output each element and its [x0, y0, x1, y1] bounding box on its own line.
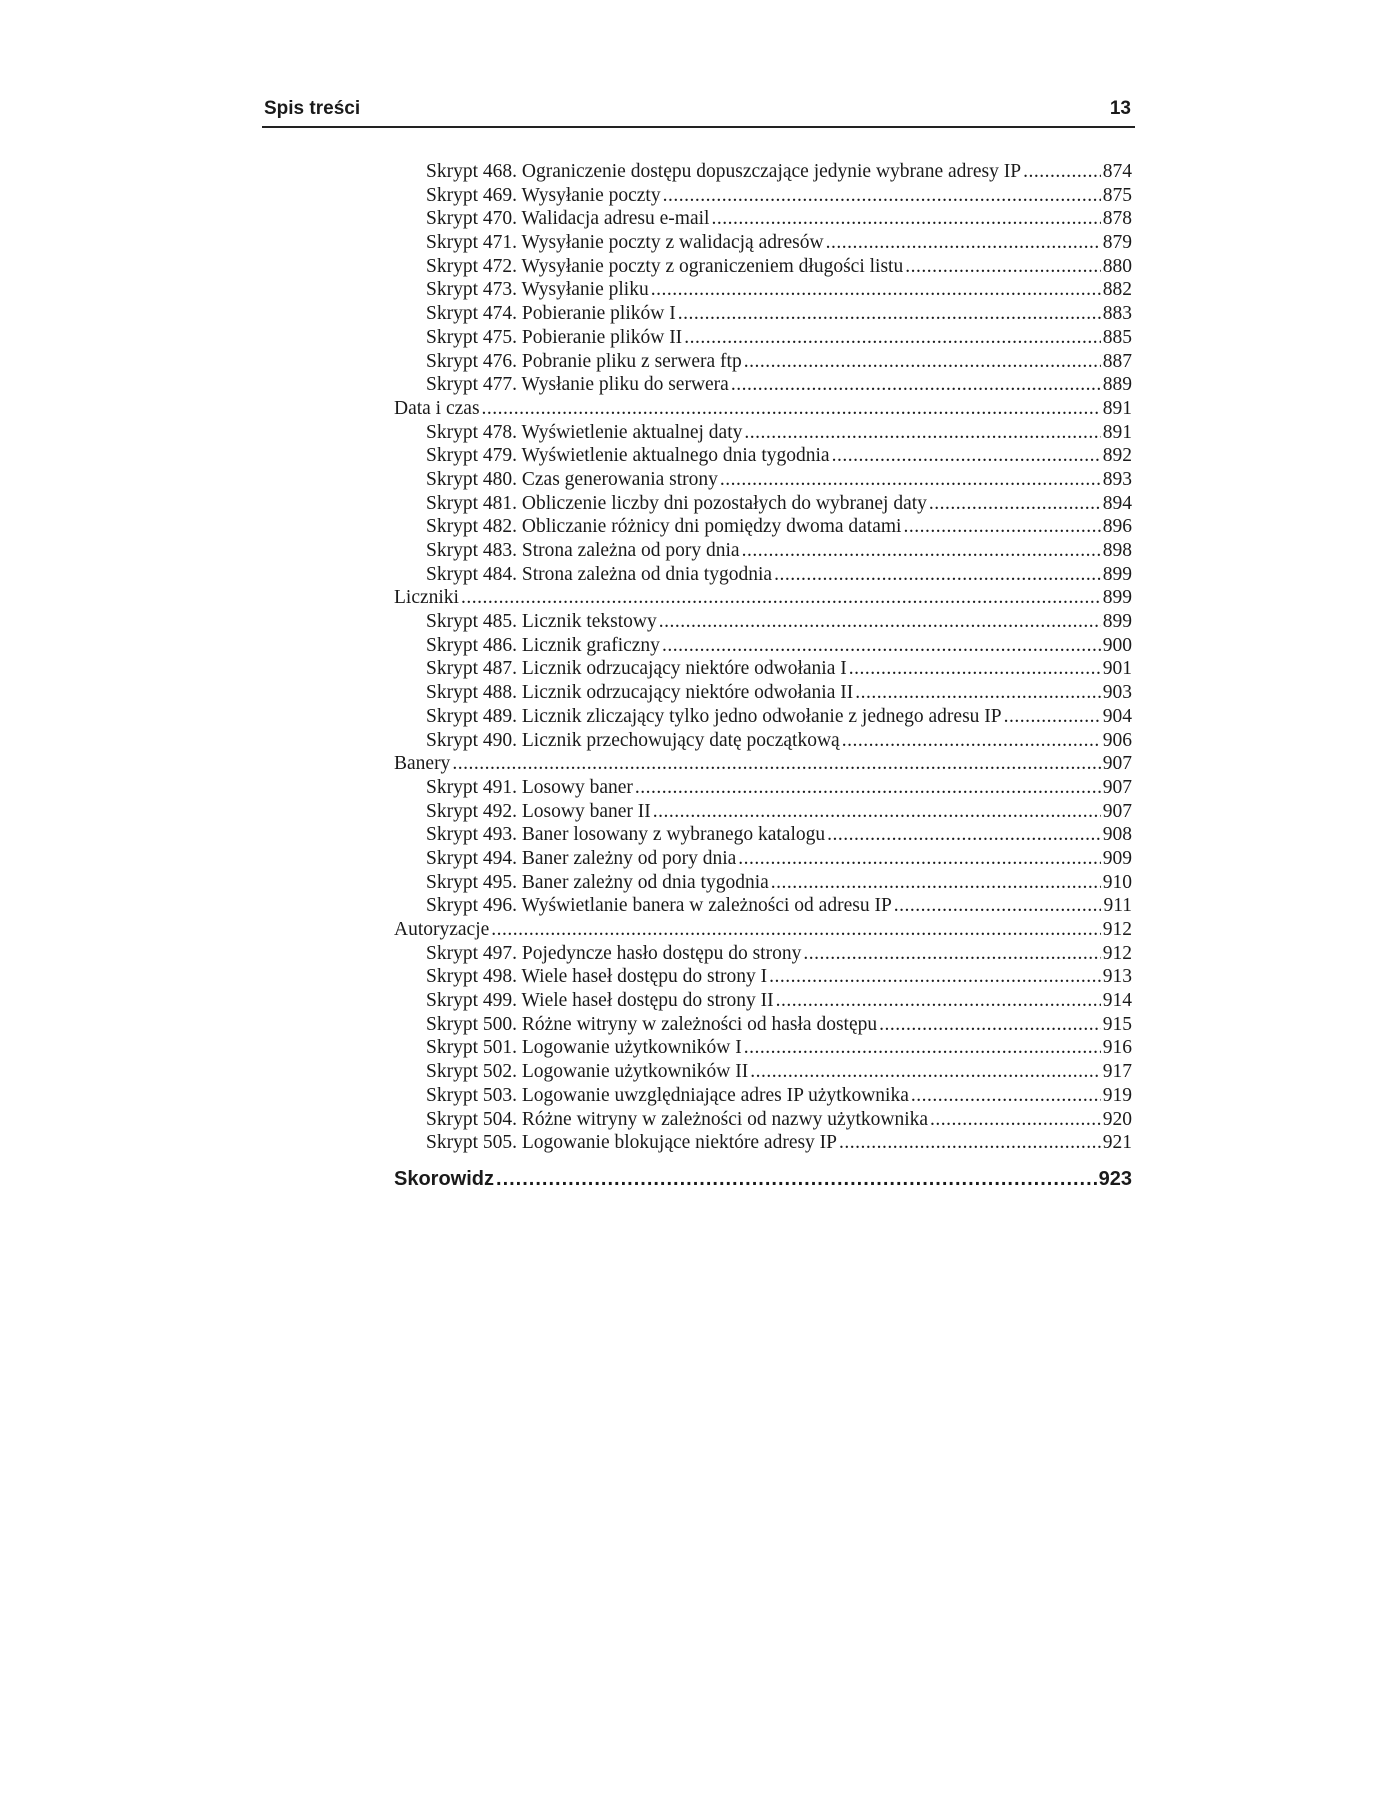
toc-entry-label: Skrypt 469. Wysyłanie poczty [426, 184, 661, 206]
dot-leader [769, 965, 1101, 989]
toc-entry-row [394, 1084, 1132, 1108]
toc-entry-label: Skrypt 486. Licznik graficzny [426, 634, 660, 656]
toc-entry-page: 896 [1102, 516, 1132, 538]
section-title: Spis treści [264, 98, 361, 119]
toc-section-row [394, 586, 1132, 610]
toc-entry-page: 899 [1102, 563, 1132, 585]
toc-entry-page: 917 [1102, 1061, 1132, 1083]
toc-entry-row [394, 278, 1132, 302]
toc-entry-label: Autoryzacje [394, 919, 490, 940]
dot-leader [461, 586, 1101, 610]
toc-entry-page: 885 [1102, 326, 1132, 348]
toc-entry-row [394, 350, 1132, 374]
toc-entry-page: 875 [1102, 184, 1132, 206]
index-entry-label: Skorowidz [394, 1168, 495, 1190]
dot-leader [744, 350, 1101, 374]
dot-leader [659, 610, 1101, 634]
toc-entry-page: 898 [1102, 540, 1132, 561]
toc-entry-label: Skrypt 485. Licznik tekstowy [426, 611, 657, 633]
dot-leader [827, 823, 1101, 847]
toc-entry-row [394, 894, 1132, 918]
toc-entry-row [394, 823, 1132, 847]
dot-leader [653, 800, 1101, 824]
toc-entry-label: Skrypt 497. Pojedyncze hasło dostępu do strony [426, 942, 802, 964]
toc-entry-row [394, 776, 1132, 800]
toc-entry-page: 903 [1102, 682, 1132, 704]
dot-leader [894, 894, 1102, 918]
toc-entry-row [394, 634, 1132, 658]
toc-entry-label: Skrypt 492. Losowy baner II [426, 800, 651, 822]
dot-leader [855, 681, 1101, 705]
dot-leader [842, 729, 1101, 753]
toc-entry-row [394, 681, 1132, 705]
dot-leader [750, 1060, 1101, 1084]
table-of-contents [394, 160, 1132, 1155]
toc-entry-page: 901 [1102, 658, 1132, 680]
toc-entry-row [394, 1060, 1132, 1084]
toc-entry-label: Skrypt 504. Różne witryny w zależności od nazwy użytkownika [426, 1108, 929, 1130]
toc-entry-page: 920 [1102, 1108, 1132, 1130]
toc-entry-label: Skrypt 489. Licznik zliczający tylko jedno odwołanie z jednego adresu IP [426, 705, 1002, 727]
page-header [262, 96, 1135, 128]
toc-entry-row [394, 421, 1132, 445]
toc-entry-row [394, 989, 1132, 1013]
toc-entry-page: 915 [1102, 1013, 1132, 1035]
toc-entry-page: 907 [1102, 753, 1132, 775]
toc-entry-row [394, 373, 1132, 397]
dot-leader [491, 918, 1100, 942]
toc-entry-page: 919 [1102, 1084, 1132, 1106]
toc-entry-page: 906 [1102, 729, 1132, 751]
toc-entry-label: Skrypt 484. Strona zależna od dnia tygodnia [426, 563, 773, 585]
toc-entry-label: Data i czas [394, 397, 480, 419]
toc-entry-page: 916 [1102, 1037, 1132, 1059]
toc-entry-label: Skrypt 476. Pobranie pliku z serwera ftp [426, 350, 742, 372]
toc-entry-row [394, 302, 1132, 326]
toc-entry-label: Skrypt 472. Wysyłanie poczty z ograniczeniem długości listu [426, 255, 904, 277]
toc-entry-row [394, 729, 1132, 753]
dot-leader [744, 421, 1100, 445]
toc-entry-label: Skrypt 498. Wiele haseł dostępu do strony I [426, 966, 768, 988]
dot-leader [839, 1131, 1101, 1155]
dot-leader [803, 942, 1100, 966]
toc-entry-page: 908 [1102, 824, 1132, 846]
toc-entry-page: 880 [1102, 255, 1132, 277]
toc-entry-page: 899 [1102, 587, 1132, 609]
toc-entry-row [394, 515, 1132, 539]
toc-entry-page: 914 [1102, 990, 1132, 1012]
toc-entry-row [394, 1108, 1132, 1132]
toc-entry-page: 887 [1102, 350, 1132, 372]
toc-entry-row [394, 1013, 1132, 1037]
toc-entry-row [394, 610, 1132, 634]
dot-leader [678, 302, 1101, 326]
dot-leader [826, 231, 1101, 255]
toc-entry-page: 904 [1102, 705, 1132, 727]
toc-entry-page: 874 [1102, 161, 1132, 182]
toc-entry-page: 893 [1102, 468, 1132, 490]
toc-entry-label: Skrypt 496. Wyświetlanie banera w zależności od adresu IP [426, 895, 892, 917]
toc-entry-label: Skrypt 471. Wysyłanie poczty z walidacją adresów [426, 232, 824, 254]
dot-leader [930, 1108, 1101, 1132]
toc-entry-label: Skrypt 490. Licznik przechowujący datę początkową [426, 729, 840, 751]
dot-leader [452, 752, 1100, 776]
toc-entry-row [394, 657, 1132, 681]
dot-leader [663, 184, 1101, 208]
toc-entry-label: Skrypt 479. Wyświetlenie aktualnego dnia tygodnia [426, 445, 830, 467]
toc-entry-page: 891 [1102, 397, 1132, 419]
toc-entry-label: Skrypt 491. Losowy baner [426, 776, 633, 798]
toc-entry-label: Skrypt 483. Strona zależna od pory dnia [426, 540, 740, 561]
dot-leader [720, 468, 1101, 492]
toc-entry-row [394, 492, 1132, 516]
toc-entry-label: Skrypt 477. Wysłanie pliku do serwera [426, 374, 729, 396]
toc-entry-label: Skrypt 502. Logowanie użytkowników II [426, 1061, 749, 1083]
toc-entry-label: Skrypt 481. Obliczenie liczby dni pozostałych do wybranej daty [426, 492, 927, 514]
dot-leader [771, 871, 1101, 895]
toc-entry-page: 894 [1102, 492, 1132, 514]
toc-entry-page: 878 [1102, 208, 1132, 230]
dot-leader [496, 1168, 1097, 1191]
toc-section-row [394, 918, 1132, 942]
toc-entry-page: 912 [1102, 919, 1132, 940]
dot-leader [635, 776, 1101, 800]
toc-entry-label: Skrypt 468. Ograniczenie dostępu dopuszczające jedynie wybrane adresy IP [426, 161, 1022, 182]
toc-section-row [394, 752, 1132, 776]
toc-entry-row [394, 184, 1132, 208]
toc-entry-page: 912 [1102, 942, 1132, 964]
toc-entry-label: Skrypt 503. Logowanie uwzględniające adres IP użytkownika [426, 1084, 909, 1106]
toc-entry-page: 883 [1102, 303, 1132, 325]
toc-entry-row [394, 255, 1132, 279]
dot-leader [776, 989, 1101, 1013]
toc-entry-page: 907 [1102, 800, 1132, 822]
dot-leader [731, 373, 1101, 397]
dot-leader [774, 563, 1101, 587]
toc-entry-row [394, 871, 1132, 895]
dot-leader [1023, 160, 1101, 184]
toc-section-row [394, 397, 1132, 421]
toc-entry-label: Liczniki [394, 587, 459, 609]
toc-entry-label: Skrypt 487. Licznik odrzucający niektóre odwołania I [426, 658, 847, 680]
toc-entry-row [394, 942, 1132, 966]
dot-leader [911, 1084, 1101, 1108]
toc-entry-row [394, 444, 1132, 468]
dot-leader [903, 515, 1100, 539]
toc-entry-row [394, 539, 1132, 563]
page-number: 13 [1109, 98, 1131, 119]
dot-leader [482, 397, 1101, 421]
toc-entry-page: 899 [1102, 611, 1132, 633]
toc-entry-label: Skrypt 473. Wysyłanie pliku [426, 279, 649, 301]
toc-entry-label: Skrypt 493. Baner losowany z wybranego katalogu [426, 824, 826, 846]
toc-entry-page: 911 [1103, 895, 1132, 917]
toc-entry-row [394, 705, 1132, 729]
toc-entry-row [394, 1131, 1132, 1155]
toc-entry-page: 879 [1102, 232, 1132, 254]
toc-entry-row [394, 847, 1132, 871]
toc-entry-row [394, 1036, 1132, 1060]
dot-leader [742, 539, 1101, 563]
dot-leader [711, 207, 1100, 231]
toc-entry-row [394, 965, 1132, 989]
toc-entry-label: Skrypt 475. Pobieranie plików II [426, 326, 683, 348]
toc-entry-page: 921 [1102, 1132, 1132, 1154]
dot-leader [879, 1013, 1101, 1037]
toc-entry-page: 892 [1102, 445, 1132, 467]
toc-entry-page: 900 [1102, 634, 1132, 656]
toc-entry-page: 909 [1102, 847, 1132, 869]
index-entry [394, 1168, 1132, 1191]
toc-entry-page: 889 [1102, 374, 1132, 396]
toc-entry-label: Skrypt 480. Czas generowania strony [426, 468, 718, 490]
dot-leader [738, 847, 1100, 871]
toc-entry-label: Skrypt 470. Walidacja adresu e-mail [426, 208, 710, 230]
toc-entry-page: 882 [1102, 279, 1132, 301]
toc-entry-label: Skrypt 482. Obliczanie różnicy dni pomiędzy dwoma datami [426, 516, 902, 538]
dot-leader [905, 255, 1101, 279]
toc-entry-label: Skrypt 499. Wiele haseł dostępu do strony II [426, 990, 774, 1012]
toc-entry-page: 891 [1102, 421, 1132, 443]
dot-leader [662, 634, 1101, 658]
toc-entry-page: 913 [1102, 966, 1132, 988]
toc-entry-label: Skrypt 501. Logowanie użytkowników I [426, 1037, 742, 1059]
toc-entry-label: Banery [394, 753, 451, 775]
toc-entry-label: Skrypt 474. Pobieranie plików I [426, 303, 676, 325]
toc-entry-label: Skrypt 505. Logowanie blokujące niektóre adresy IP [426, 1132, 838, 1154]
dot-leader [1004, 705, 1101, 729]
toc-entry-row [394, 231, 1132, 255]
toc-entry-row [394, 800, 1132, 824]
toc-entry-page: 910 [1102, 871, 1132, 893]
dot-leader [651, 278, 1101, 302]
dot-leader [744, 1036, 1101, 1060]
toc-entry-row [394, 468, 1132, 492]
toc-entry-row [394, 160, 1132, 184]
toc-entry-row [394, 563, 1132, 587]
toc-entry-label: Skrypt 488. Licznik odrzucający niektóre odwołania II [426, 682, 854, 704]
toc-entry-page: 907 [1102, 776, 1132, 798]
dot-leader [929, 492, 1101, 516]
toc-entry-label: Skrypt 495. Baner zależny od dnia tygodnia [426, 871, 769, 893]
index-entry-page: 923 [1098, 1168, 1132, 1190]
toc-entry-row [394, 207, 1132, 231]
dot-leader [684, 326, 1101, 350]
toc-entry-label: Skrypt 500. Różne witryny w zależności od hasła dostępu [426, 1013, 878, 1035]
dot-leader [832, 444, 1101, 468]
toc-entry-label: Skrypt 494. Baner zależny od pory dnia [426, 847, 737, 869]
toc-entry-row [394, 326, 1132, 350]
toc-entry-label: Skrypt 478. Wyświetlenie aktualnej daty [426, 421, 743, 443]
dot-leader [849, 657, 1101, 681]
